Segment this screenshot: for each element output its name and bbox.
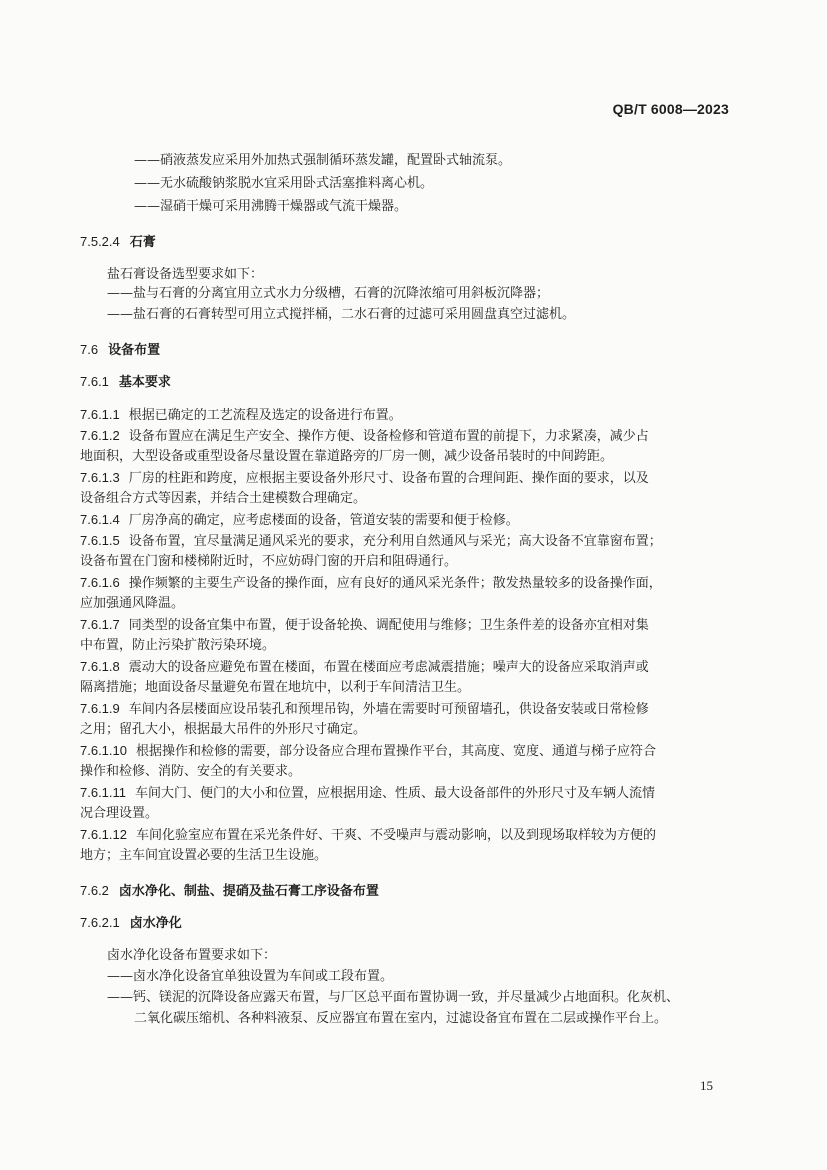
clause-text-continued: 况合理设置。 xyxy=(80,806,159,821)
clause-number: 7.6.1.4 xyxy=(80,512,120,527)
clause-7-6-1-5 xyxy=(80,531,662,552)
clause-7-6-1-12 xyxy=(80,825,656,846)
section-heading-7-6 xyxy=(80,340,160,361)
page-number: 15 xyxy=(700,1078,713,1093)
clause-number: 7.6.1.5 xyxy=(80,533,120,548)
section-title: 基本要求 xyxy=(118,375,171,390)
list-item-continued: 二氧化碳压缩机、各种料液泵、反应器宜布置在室内，过滤设备宜布置在二层或操作平台上。 xyxy=(134,1011,668,1026)
clause-number: 7.6.1.8 xyxy=(80,659,120,674)
clause-number: 7.6.1.3 xyxy=(80,470,120,485)
section-title: 卤水净化、制盐、提硝及盐石膏工序设备布置 xyxy=(118,884,379,899)
clause-7-6-1-11 xyxy=(80,783,655,804)
list-item: ——盐与石膏的分离宜用立式水力分级槽，石膏的沉降浓缩可用斜板沉降器； xyxy=(107,286,550,301)
clause-text: 根据操作和检修的需要，部分设备应合理布置操作平台，其高度、宽度、通道与梯子应符合 xyxy=(136,744,657,759)
list-item: ——钙、镁泥的沉降设备应露天布置，与厂区总平面布置协调一致，并尽量减少占地面积。化灰机、 xyxy=(107,990,680,1005)
list-item: ——无水硫酸钠浆脱水宜采用卧式活塞推料离心机。 xyxy=(134,176,434,191)
clause-number: 7.6.1.2 xyxy=(80,428,120,443)
section-heading-7-6-2 xyxy=(80,881,379,902)
clause-7-6-1-3 xyxy=(80,468,649,489)
clause-text-continued: 应加强通风降温。 xyxy=(80,596,185,611)
clause-text: 厂房净高的确定，应考虑楼面的设备，管道安装的需要和便于检修。 xyxy=(128,513,519,528)
clause-number: 7.6.1.1 xyxy=(80,407,120,422)
clause-text-continued: 操作和检修、消防、安全的有关要求。 xyxy=(80,764,302,779)
clause-text-continued: 地方；主车间宜设置必要的生活卫生设施。 xyxy=(80,848,328,863)
clause-text: 同类型的设备宜集中布置，便于设备轮换、调配使用与维修；卫生条件差的设备亦宜相对集 xyxy=(128,618,649,633)
clause-text-continued: 设备组合方式等因素，并结合土建模数合理确定。 xyxy=(80,491,367,506)
clause-7-6-1-8 xyxy=(80,657,649,678)
clause-7-6-1-7 xyxy=(80,615,649,636)
clause-text-continued: 隔离措施；地面设备尽量避免布置在地坑中，以利于车间清洁卫生。 xyxy=(80,680,471,695)
list-item: ——湿硝干燥可采用沸腾干燥器或气流干燥器。 xyxy=(134,199,408,214)
clause-number: 7.6.1.7 xyxy=(80,617,120,632)
clause-text-continued: 地面积，大型设备或重型设备尽量设置在靠道路旁的厂房一侧，减少设备吊装时的中间跨距。 xyxy=(80,449,614,464)
clause-number: 7.6.1.12 xyxy=(80,827,127,842)
section-title: 石膏 xyxy=(129,235,156,250)
clause-text: 车间内各层楼面应设吊装孔和预埋吊钩，外墙在需要时可预留墙孔，供设备安装或日常检修 xyxy=(128,702,649,717)
clause-text: 设备布置，宜尽量满足通风采光的要求，充分利用自然通风与采光；高大设备不宜靠窗布置； xyxy=(128,534,662,549)
paragraph: 盐石膏设备选型要求如下： xyxy=(107,267,264,282)
clause-number: 7.6.1.11 xyxy=(80,785,127,800)
list-item: ——硝液蒸发应采用外加热式强制循环蒸发罐，配置卧式轴流泵。 xyxy=(134,153,512,168)
clause-text: 设备布置应在满足生产安全、操作方便、设备检修和管道布置的前提下，力求紧凑，减少占 xyxy=(128,429,649,444)
clause-text: 厂房的柱距和跨度，应根据主要设备外形尺寸、设备布置的合理间距、操作面的要求，以及 xyxy=(128,471,649,486)
clause-7-6-1-10 xyxy=(80,741,656,762)
clause-text-continued: 之用；留孔大小，根据最大吊件的外形尺寸确定。 xyxy=(80,722,367,737)
standard-number: QB/T 6008—2023 xyxy=(612,101,729,117)
section-heading-7-5-2-4 xyxy=(80,232,156,253)
clause-7-6-1-9 xyxy=(80,699,649,720)
clause-text: 操作频繁的主要生产设备的操作面，应有良好的通风采光条件；散发热量较多的设备操作面， xyxy=(128,576,662,591)
section-heading-7-6-2-1 xyxy=(80,913,182,934)
clause-number: 7.6.1.10 xyxy=(80,743,127,758)
section-number: 7.6.2.1 xyxy=(80,915,120,930)
section-title: 设备布置 xyxy=(108,343,161,358)
clause-text: 车间大门、便门的大小和位置，应根据用途、性质、最大设备部件的外形尺寸及车辆人流情 xyxy=(135,786,656,801)
section-number: 7.6.1 xyxy=(80,374,109,389)
clause-7-6-1-6 xyxy=(80,573,662,594)
section-number: 7.6 xyxy=(80,342,99,357)
clause-7-6-1-4 xyxy=(80,510,519,531)
section-number: 7.5.2.4 xyxy=(80,234,120,249)
list-item: ——卤水净化设备宜单独设置为车间或工段布置。 xyxy=(107,969,394,984)
section-number: 7.6.2 xyxy=(80,883,109,898)
clause-text: 震动大的设备应避免布置在楼面，布置在楼面应考虑减震措施；噪声大的设备应采取消声或 xyxy=(128,660,649,675)
list-item: ——盐石膏的石膏转型可用立式搅拌桶，二水石膏的过滤可采用圆盘真空过滤机。 xyxy=(107,307,576,322)
clause-text: 车间化验室应布置在采光条件好、干爽、不受噪声与震动影响，以及到现场取样较为方便的 xyxy=(136,828,657,843)
clause-number: 7.6.1.6 xyxy=(80,575,120,590)
clause-text-continued: 中布置，防止污染扩散污染环境。 xyxy=(80,638,276,653)
section-heading-7-6-1 xyxy=(80,372,171,393)
clause-text-continued: 设备布置在门窗和楼梯附近时，不应妨碍门窗的开启和阻碍通行。 xyxy=(80,554,458,569)
clause-number: 7.6.1.9 xyxy=(80,701,120,716)
clause-7-6-1-1 xyxy=(80,405,402,426)
section-title: 卤水净化 xyxy=(129,916,182,931)
clause-7-6-1-2 xyxy=(80,426,649,447)
paragraph: 卤水净化设备布置要求如下： xyxy=(107,948,277,963)
clause-text: 根据已确定的工艺流程及选定的设备进行布置。 xyxy=(128,408,402,423)
